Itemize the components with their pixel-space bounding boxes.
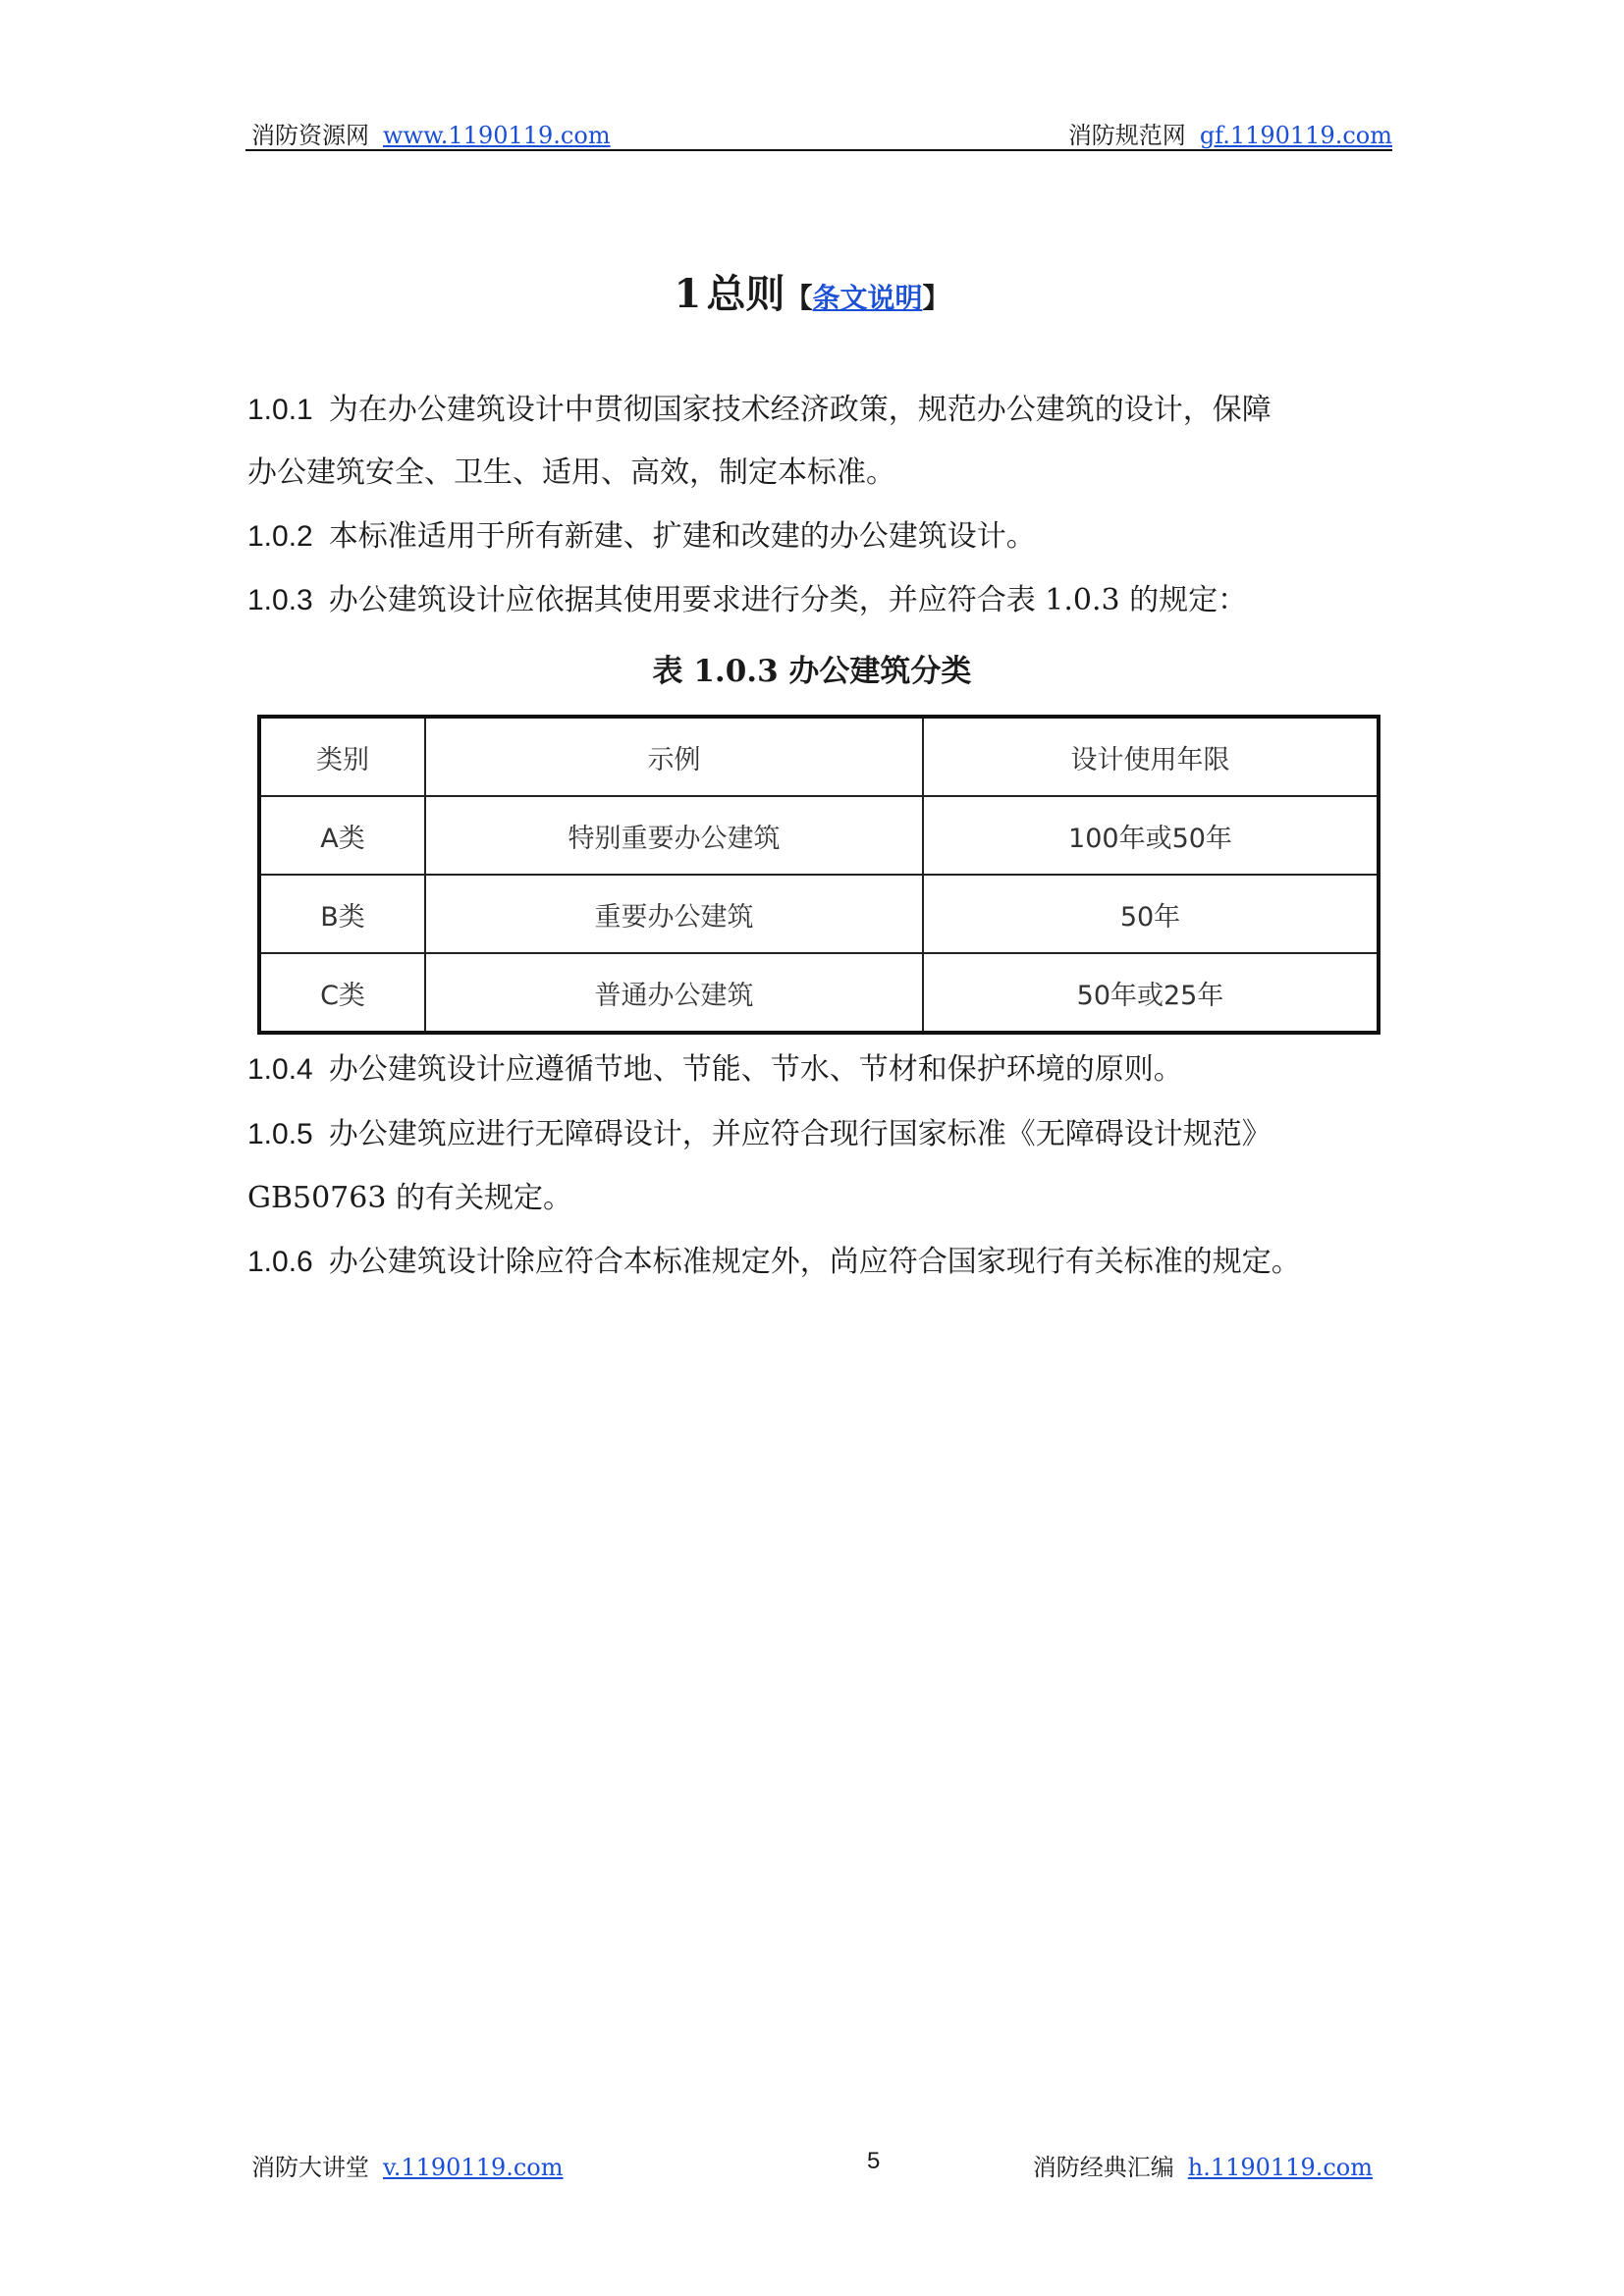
table-header-row [259, 717, 1379, 796]
header-divider [245, 149, 1392, 151]
clause-1-0-6 [247, 1243, 1301, 1282]
clause-number: 1.0.5 [247, 1118, 313, 1150]
clause-1-0-5-cont [247, 1179, 572, 1218]
clause-text: 办公建筑设计除应符合本标准规定外，尚应符合国家现行有关标准的规定。 [328, 1245, 1301, 1279]
table-cell: 50年或25年 [923, 953, 1379, 1033]
chapter-number: 1 [674, 271, 702, 317]
footer-right-link[interactable]: h.1190119.com [1187, 2154, 1373, 2181]
table-cell: C类 [259, 953, 425, 1033]
table-cell: 重要办公建筑 [425, 875, 923, 953]
table-cell: 特别重要办公建筑 [425, 796, 923, 875]
page-number: 5 [867, 2148, 881, 2174]
table-header-cell: 示例 [425, 717, 923, 796]
footer-right [1033, 2148, 1373, 2182]
table-caption: 表 1.0.3 办公建筑分类 [652, 654, 972, 689]
table-row [259, 953, 1379, 1033]
clause-number: 1.0.2 [247, 520, 313, 553]
footer-left-link[interactable]: v.1190119.com [383, 2154, 564, 2181]
table-cell: B类 [259, 875, 425, 953]
table-row [259, 796, 1379, 875]
bracket-close: 】 [922, 282, 950, 314]
clause-number: 1.0.6 [247, 1246, 313, 1278]
classification-table [257, 715, 1380, 1035]
clause-text: 为在办公建筑设计中贯彻国家技术经济政策，规范办公建筑的设计，保障 [328, 393, 1272, 427]
page-header [245, 116, 1392, 155]
clause-number: 1.0.3 [247, 584, 313, 616]
header-right-link[interactable]: gf.1190119.com [1199, 122, 1392, 149]
clause-1-0-1-cont [247, 454, 895, 493]
header-left [251, 116, 611, 150]
clause-text: GB50763 的有关规定。 [247, 1181, 572, 1215]
table-header-cell: 类别 [259, 717, 425, 796]
header-left-link[interactable]: www.1190119.com [383, 122, 611, 149]
clause-text: 办公建筑设计应依据其使用要求进行分类，并应符合表 1.0.3 的规定： [328, 583, 1248, 617]
clause-number: 1.0.4 [247, 1053, 313, 1086]
page-footer [245, 2148, 1392, 2183]
table-header-cell: 设计使用年限 [923, 717, 1379, 796]
chapter-name: 总则 [706, 271, 785, 317]
header-left-label: 消防资源网 [251, 122, 369, 149]
chapter-title [0, 263, 1624, 319]
clause-text: 办公建筑安全、卫生、适用、高效，制定本标准。 [247, 455, 895, 490]
footer-right-label: 消防经典汇编 [1032, 2154, 1174, 2181]
clause-text: 办公建筑设计应遵循节地、节能、节水、节材和保护环境的原则。 [328, 1052, 1183, 1087]
table-cell: A类 [259, 796, 425, 875]
header-right-label: 消防规范网 [1067, 122, 1186, 149]
clause-text: 本标准适用于所有新建、扩建和改建的办公建筑设计。 [328, 519, 1036, 554]
clause-1-0-2 [247, 517, 1036, 557]
clause-1-0-4 [247, 1050, 1183, 1090]
clause-1-0-5 [247, 1115, 1272, 1154]
table-row [259, 875, 1379, 953]
header-right [1068, 116, 1392, 150]
table-cell: 50年 [923, 875, 1379, 953]
clause-number: 1.0.1 [247, 394, 313, 426]
bracket-open: 【 [785, 282, 813, 314]
clause-explanation-link[interactable]: 条文说明 [812, 282, 923, 314]
footer-left-label: 消防大讲堂 [251, 2154, 369, 2181]
table-cell: 100年或50年 [923, 796, 1379, 875]
clause-1-0-1 [247, 391, 1272, 430]
table-cell: 普通办公建筑 [425, 953, 923, 1033]
clause-text: 办公建筑应进行无障碍设计，并应符合现行国家标准《无障碍设计规范》 [328, 1117, 1272, 1151]
footer-left [251, 2148, 564, 2182]
clause-1-0-3 [247, 581, 1247, 620]
